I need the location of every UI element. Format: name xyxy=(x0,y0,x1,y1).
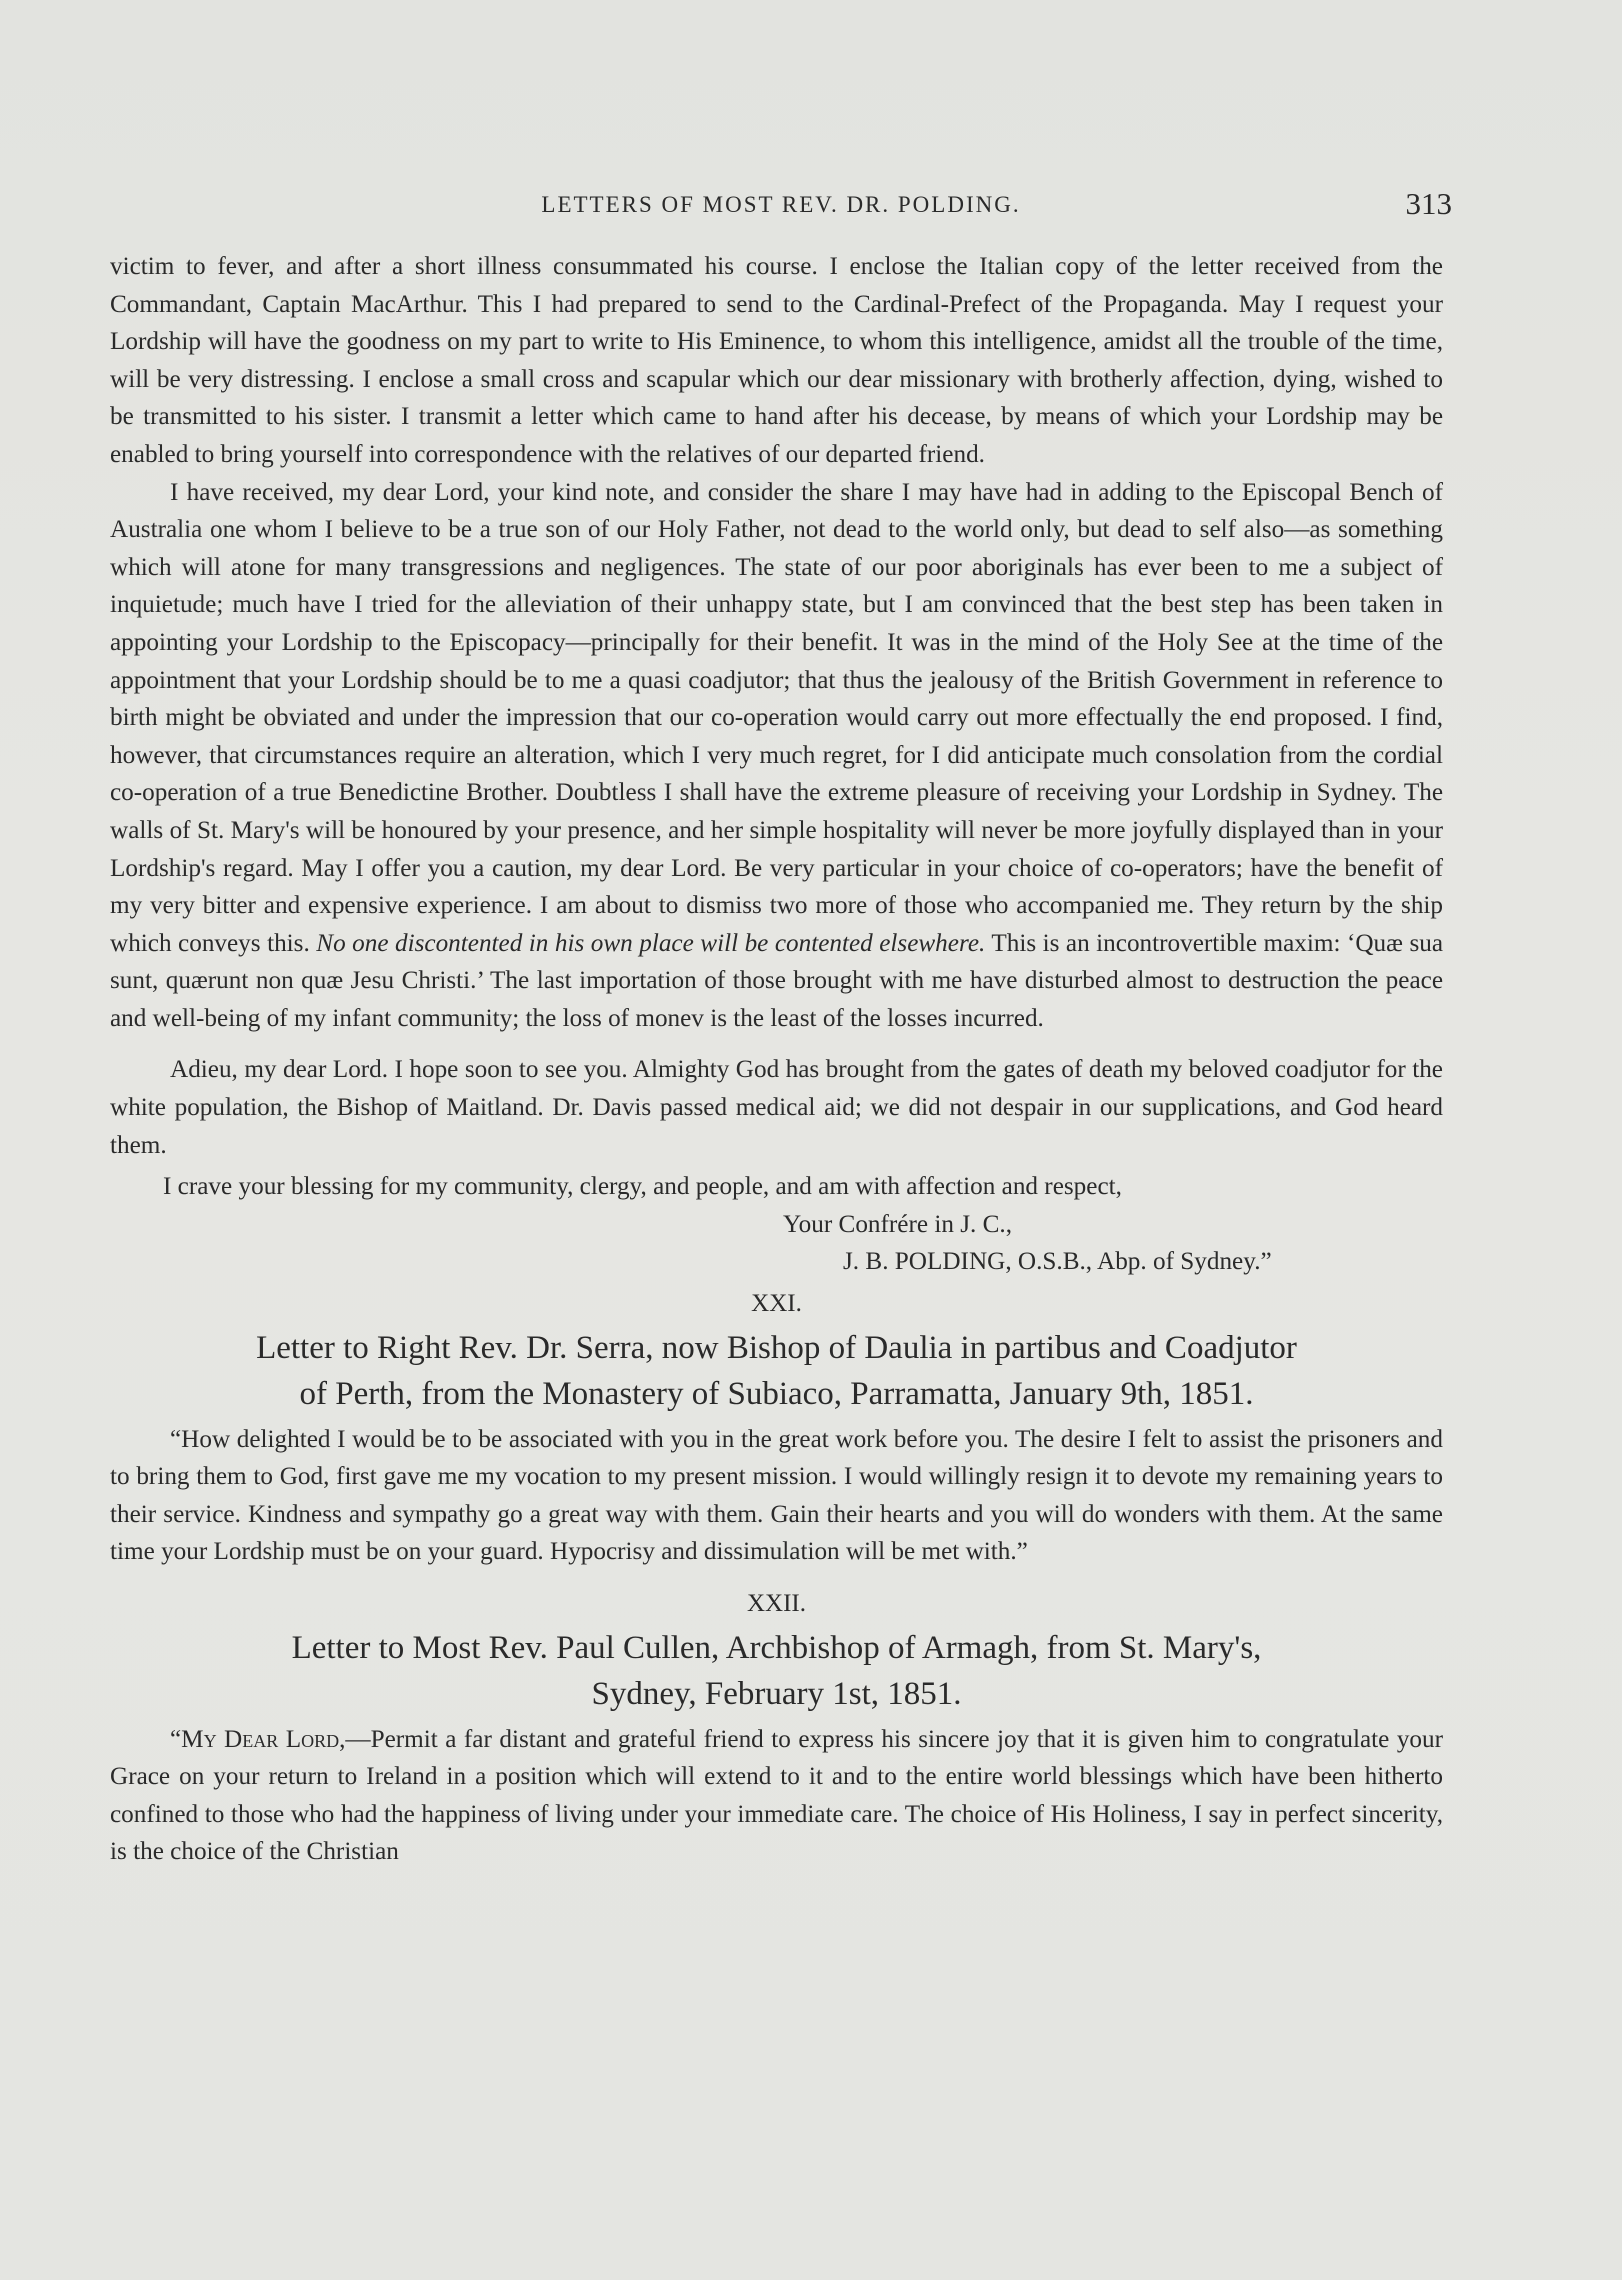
paragraph-1: victim to fever, and after a short illness consummated his course. I enclose the Italian copy of the letter received from the Commandant, Captain MacArthur. This I had prepared to send to the Cardinal-Prefect of the Propaganda. May I request your Lordship will have the goodness on my part to write to His Eminence, to whom this intelligence, amidst all the trouble of the time, will be very distressing. I enclose a small cross and scapular which our dear missionary with brotherly affection, dying, wished to be transmitted to his sister. I transmit a letter which came to hand after his decease, by means of which your Lordship may be enabled to bring yourself into correspondence with the relatives of our departed friend. xyxy=(110,253,1443,468)
section-xxii-salutation: “My Dear Lord, xyxy=(170,1725,346,1753)
section-heading-xxi-line1: Letter to Right Rev. Dr. Serra, now Bishop of Daulia in partibus and Coadjutor xyxy=(256,1329,1297,1366)
section-numeral-xxi: XXI. xyxy=(751,1290,802,1318)
paragraph-2-text-end: This is an incontrovertible maxim: ‘Quæ sua sunt, quærunt non quæ Jesu Christi.’ The last importation of those brought with me have disturbed almost to destruction the peace and well-being of my infant community; the loss of monev is the least of the losses incurred. xyxy=(110,929,1444,1032)
paragraph-2 xyxy=(110,474,1443,1038)
section-heading-xxii-line1: Letter to Most Rev. Paul Cullen, Archbishop of Armagh, from St. Mary's, xyxy=(291,1629,1262,1666)
letter-signature: J. B. POLDING, O.S.B., Abp. of Sydney.” xyxy=(843,1248,1272,1276)
section-numeral-xxii: XXII. xyxy=(746,1590,806,1617)
section-heading-xxi xyxy=(110,1325,1443,1417)
section-heading-xxi-line2: of Perth, from the Monastery of Subiaco, Parramatta, January 9th, 1851. xyxy=(299,1375,1254,1412)
page-body xyxy=(110,248,1443,1871)
paragraph-2-italic: No one discontented in his own place will be contented elsewhere. xyxy=(316,929,986,957)
paragraph-4: I crave your blessing for my community, clergy, and people, and am with affection and respect, xyxy=(163,1173,1122,1201)
paragraph-2-text: I have received, my dear Lord, your kind note, and consider the share I may have had in adding to the Episcopal Bench of Australia one whom I believe to be a true son of our Holy Father, not dead to the world only, but dead to self also—as something which will atone for many transgressions and negligences. The state of our poor aboriginals has ever been to me a subject of inquietude; much have I tried for the alleviation of their unhappy state, but I am convinced that the best step has been taken in appointing your Lordship to the Episcopacy—principally for their benefit. It was in the mind of the Holy See at the time of the appointment that your Lordship should be to me a quasi coadjutor; that thus the jealousy of the British Government in reference to birth might be obviated and under the impression that our co-operation would carry out more effectually the end proposed. I find, however, that circumstances require an alteration, which I very much regret, for I did anticipate much consolation from the cordial co-operation of a true Benedictine Brother. Doubtless I shall have the extreme pleasure of receiving your Lordship in Sydney. The walls of St. Mary's will be honoured by your presence, and her simple hospitality will never be more joyfully displayed than in your Lordship's regard. May I offer you a caution, my dear Lord. Be very particular in your choice of co-operators; have the benefit of my very bitter and expensive experience. I am about to dismiss two more of those who accompanied me. They return by the ship which conveys this. xyxy=(110,478,1443,957)
running-title: LETTERS OF MOST REV. DR. POLDING. xyxy=(541,192,1021,217)
letter-closing: Your Confrére in J. C., xyxy=(783,1210,1013,1238)
section-heading-xxii-line2: Sydney, February 1st, 1851. xyxy=(591,1675,962,1712)
paragraph-3: Adieu, my dear Lord. I hope soon to see you. Almighty God has brought from the gates of death my beloved coadjutor for the white population, the Bishop of Maitland. Dr. Davis passed medical aid; we did not despair in our supplications, and God heard them. xyxy=(110,1056,1443,1159)
section-xxii-text xyxy=(110,1721,1443,1871)
section-heading-xxii xyxy=(110,1625,1443,1717)
running-head xyxy=(110,186,1452,226)
section-xxi-text: “How delighted I would be to be associated with you in the great work before you. The desire I felt to assist the prisoners and to bring them to God, first gave me my vocation to my present mission. I would willingly resign it to devote my remaining years to their service. Kindness and sympathy go a great way with them. Gain their hearts and you will do wonders with them. At the same time your Lordship must be on your guard. Hypocrisy and dissimulation will be met with.” xyxy=(110,1425,1443,1566)
page-number: 313 xyxy=(1405,186,1452,221)
section-xxii-body: —Permit a far distant and grateful friend to express his sincere joy that it is given him to congratulate your Grace on your return to Ireland in a position which will extend to it and to the entire world blessings which have been hitherto confined to those who had the happiness of living under your immediate care. The choice of His Holiness, I say in perfect sincerity, is the choice of the Christian xyxy=(110,1725,1443,1866)
